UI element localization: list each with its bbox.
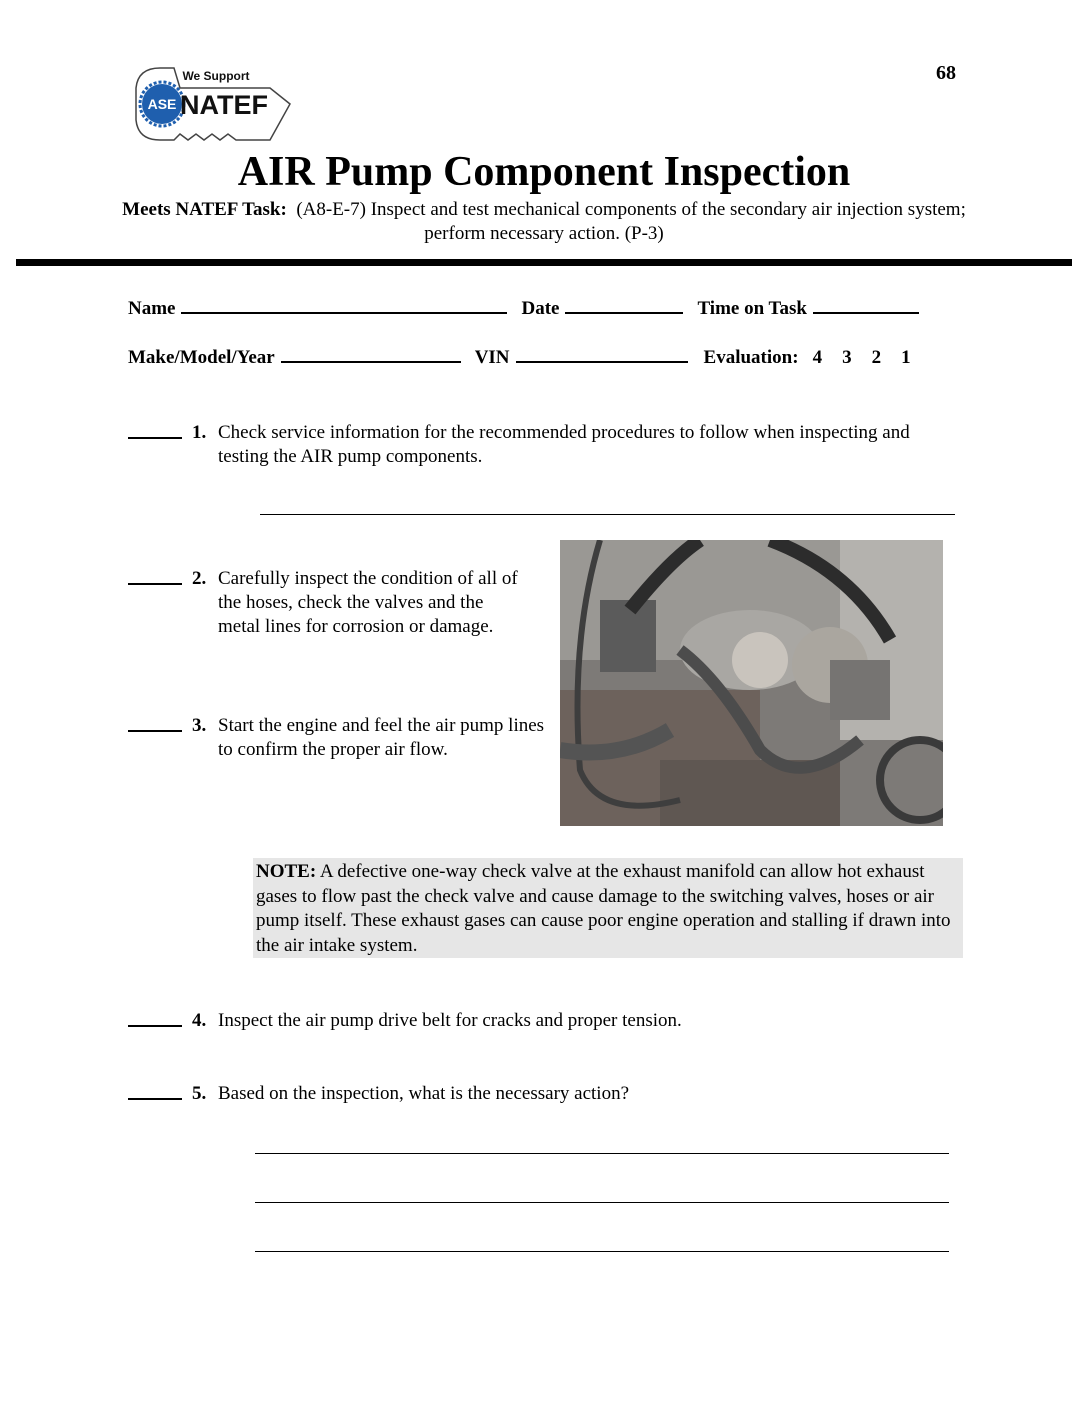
step-text: Start the engine and feel the air pump lines to confirm the proper air flow. [218, 715, 545, 760]
evaluation-score-4[interactable]: 4 [812, 347, 823, 368]
step-5-answer-line-1[interactable] [255, 1153, 949, 1154]
step-item [128, 1082, 968, 1112]
step-item [128, 421, 968, 481]
step-1-answer-line[interactable] [260, 514, 955, 515]
natef-task-text: (A8-E-7) Inspect and test mechanical components of the secondary air injection system; perform necessary action. (P-3) [296, 199, 966, 244]
step-2-check-blank[interactable] [128, 583, 182, 585]
engine-air-pump-photo [560, 540, 943, 826]
name-label: Name [128, 298, 176, 319]
note-box [253, 858, 963, 958]
ase-badge-text: ASE [147, 96, 177, 112]
step-number: 2. [192, 568, 207, 589]
step-5-answer-line-3[interactable] [255, 1251, 949, 1252]
vehicle-info-row [128, 345, 911, 369]
evaluation-label: Evaluation: [703, 347, 799, 368]
time-on-task-field[interactable] [813, 296, 919, 314]
name-field[interactable] [181, 296, 507, 314]
step-item [128, 1009, 968, 1039]
step-item [128, 567, 548, 667]
student-info-row [128, 296, 933, 320]
date-field[interactable] [565, 296, 683, 314]
vin-label: VIN [474, 347, 510, 368]
step-number: 5. [192, 1083, 207, 1104]
natef-task-description [120, 198, 968, 246]
step-4-check-blank[interactable] [128, 1025, 182, 1027]
step-3-check-blank[interactable] [128, 730, 182, 732]
step-number: 3. [192, 715, 207, 736]
step-5-answer-line-2[interactable] [255, 1202, 949, 1203]
natef-logo [130, 58, 298, 150]
step-item [128, 714, 548, 764]
note-text: A defective one-way check valve at the exhaust manifold can allow hot exhaust gases to flow past the check valve and cause damage to the switching valves, hoses or air pump itself. These exhaust gases can cause poor engine operation and stalling if drawn into the air intake system. [256, 861, 951, 956]
page-title: AIR Pump Component Inspection [237, 149, 851, 195]
step-number: 1. [192, 422, 207, 443]
header-divider [16, 259, 1072, 266]
step-text: Carefully inspect the condition of all of the hoses, check the valves and the metal lines for corrosion or damage. [218, 568, 518, 637]
natef-task-label: Meets NATEF Task: [122, 199, 287, 220]
step-text: Inspect the air pump drive belt for cracks and proper tension. [218, 1010, 682, 1031]
page-number: 68 [936, 62, 956, 84]
time-on-task-label: Time on Task [697, 298, 807, 319]
step-text: Based on the inspection, what is the necessary action? [218, 1083, 630, 1104]
logo-top-text: We Support [182, 69, 250, 83]
evaluation-score-3[interactable]: 3 [842, 347, 852, 368]
vin-field[interactable] [516, 345, 688, 363]
make-model-year-field[interactable] [281, 345, 461, 363]
evaluation-score-2[interactable]: 2 [871, 347, 882, 368]
step-1-check-blank[interactable] [128, 437, 182, 439]
note-label: NOTE: [256, 861, 317, 882]
step-number: 4. [192, 1010, 207, 1031]
step-text: Check service information for the recommended procedures to follow when inspecting and testing the AIR pump components. [218, 422, 910, 467]
make-model-year-label: Make/Model/Year [128, 347, 275, 368]
date-label: Date [521, 298, 560, 319]
step-5-check-blank[interactable] [128, 1098, 182, 1100]
evaluation-score-1[interactable]: 1 [901, 347, 911, 368]
logo-main-text: NATEF [180, 90, 268, 120]
